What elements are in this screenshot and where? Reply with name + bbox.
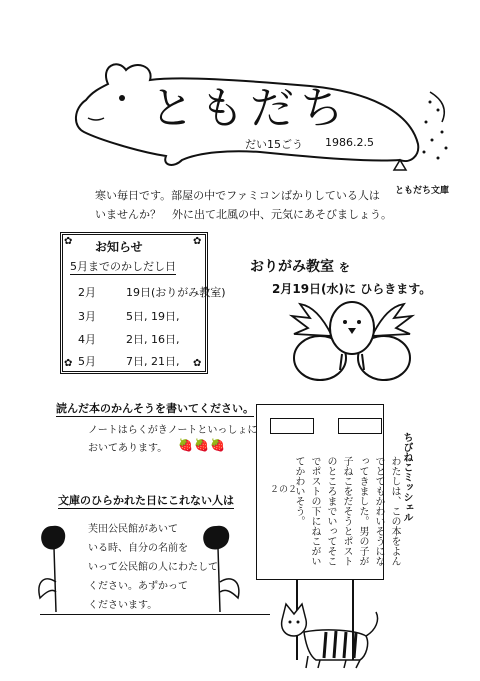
schedule-days: 2日, 16日,: [126, 333, 180, 346]
hours-line: くださいます。: [88, 600, 158, 611]
origami-title-text: おりがみ教室: [250, 259, 334, 275]
origami-suffix: を: [338, 261, 350, 274]
schedule-row: [78, 353, 180, 369]
origami-date: 2月19日(水)に ひらきます。: [272, 282, 432, 296]
schedule-row: [78, 331, 180, 347]
reading-heading: 読んだ本のかんそうを書いてください。: [56, 402, 254, 415]
issue-date: 1986.2.5: [325, 136, 374, 149]
hours-heading: 文庫のひらかれた日にこれない人は: [58, 494, 234, 507]
library-name: ともだち文庫: [395, 186, 450, 196]
cat-icon: [276, 600, 386, 670]
issue-number: だい15ごう: [245, 138, 303, 151]
notice-subtitle: 5月までのかしだし日: [70, 260, 176, 273]
reading-line: ノートはらくがきノートといっしょに: [88, 425, 258, 436]
strawberry-icon: 🍓: [194, 438, 209, 452]
origami-title: [250, 256, 350, 276]
poster-class: ２の２: [270, 485, 298, 495]
flower-icon: ✿: [193, 236, 202, 247]
intro-line: いませんか？ 外に出て北風の中、元気にあそびましょう。: [95, 208, 392, 221]
tulip-icon: [194, 522, 254, 614]
schedule-row: [78, 284, 226, 300]
schedule-month: 4月: [78, 333, 96, 346]
flower-icon: ✿: [64, 358, 73, 369]
flower-icon: ✿: [193, 358, 202, 369]
strawberry-icon: 🍓: [178, 438, 193, 452]
schedule-month: 5月: [78, 355, 96, 368]
reading-body: [88, 422, 257, 458]
newsletter-title: ともだち: [150, 83, 350, 134]
schedule-days: 7日, 21日,: [126, 355, 180, 368]
hours-line: 芙田公民館があいて: [88, 524, 178, 535]
schedule-month: 2月: [78, 286, 96, 299]
intro-line: 寒い毎日です。部屋の中でファミコンばかりしている人は: [95, 189, 380, 202]
strawberry-icon: 🍓: [210, 438, 225, 452]
schedule-month: 3月: [78, 310, 96, 323]
flower-icon: ✿: [64, 236, 73, 247]
schedule-days: 5日, 19日,: [126, 310, 180, 323]
poster-window: [270, 418, 314, 434]
schedule-days: 19日(おりがみ教室): [126, 286, 226, 299]
reading-line: おいてあります。: [88, 443, 168, 454]
poster-title: ちびねこミッシェル: [401, 432, 412, 522]
hours-line: ください。あずかって: [88, 581, 188, 592]
poster-window: [338, 418, 382, 434]
notice-title: お知らせ: [95, 240, 143, 254]
tulip-icon: [32, 522, 92, 614]
hen-icon: [282, 296, 422, 386]
hours-line: いって公民館の人にわたして: [88, 562, 218, 573]
hours-line: いる時、自分の名前を: [88, 543, 188, 554]
poster-text: わたしは、この本をよんでとてもかわいそうになってきました。男の子が子ねこをだそうとポストのところまでいってそこでポストの下にねこがいてかわいそう。: [293, 456, 400, 566]
intro-text: [95, 186, 392, 224]
schedule-row: [78, 308, 180, 324]
